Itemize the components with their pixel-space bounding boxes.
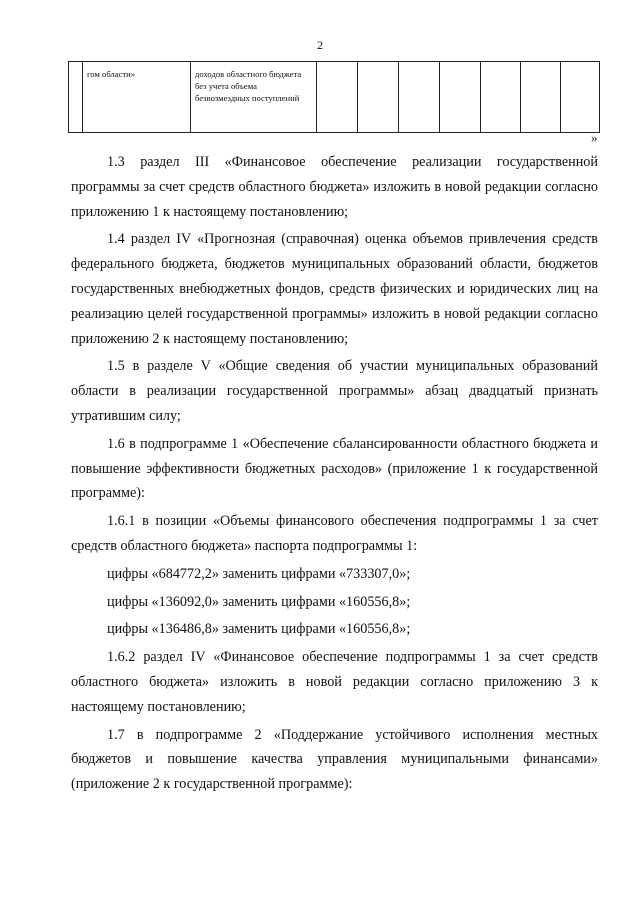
replacement-line-2: цифры «136092,0» заменить цифрами «160556,8»; xyxy=(107,593,411,610)
table-cell-indicator: доходов областного бюджета без учета объема безвозмездных поступлений xyxy=(191,62,317,133)
paragraph-1-6-2: 1.6.2 раздел IV «Финансовое обеспечение подпрограммы 1 за счет средств областного бюджета» изложить в новой редакции согласно приложению 3 к настоящему постановлению; xyxy=(71,649,598,715)
table-cell xyxy=(481,62,521,133)
table-cell xyxy=(521,62,561,133)
closing-quote-mark: » xyxy=(591,130,598,145)
table-cell xyxy=(69,62,83,133)
table-cell xyxy=(317,62,358,133)
paragraph-1-6: 1.6 в подпрограмме 1 «Обеспечение сбалансированности областного бюджета и повышение эффективности бюджетных расходов» (приложение 1 к государственной программе): xyxy=(71,435,598,502)
replacement-line-3: цифры «136486,8» заменить цифрами «160556,8»; xyxy=(107,621,411,638)
table-cell xyxy=(358,62,399,133)
table-cell xyxy=(399,62,440,133)
paragraph-1-5: 1.5 в разделе V «Общие сведения об участии муниципальных образований области в реализации государственной программы» абзац двадцатый признать утратившим силу; xyxy=(71,358,598,424)
table-row xyxy=(69,62,600,133)
replacement-line-1: цифры «684772,2» заменить цифрами «733307,0»; xyxy=(107,565,411,582)
paragraph-1-7: 1.7 в подпрограмме 2 «Поддержание устойчивого исполнения местных бюджетов и повышение качества управления муниципальными финансами» (приложение 2 к государственной программе): xyxy=(71,726,598,793)
page-number: 2 xyxy=(317,38,323,52)
table-fragment xyxy=(68,61,600,133)
document-body xyxy=(71,150,598,800)
table-cell-program-name: гом области» xyxy=(83,62,191,133)
paragraph-1-6-1: 1.6.1 в позиции «Объемы финансового обеспечения подпрограммы 1 за счет средств областного бюджета» паспорта подпрограммы 1: xyxy=(71,513,598,554)
table-cell xyxy=(561,62,600,133)
paragraph-1-4: 1.4 раздел IV «Прогнозная (справочная) оценка объемов привлечения средств федерального бюджета, бюджетов муниципальных образований области, бюджетов государственных внебюджетных фондов, средств физических и юридических лиц на реализацию целей государственной программы» изложить в новой редакции согласно приложению 2 к настоящему постановлению; xyxy=(71,231,598,347)
table-cell xyxy=(440,62,481,133)
paragraph-1-3: 1.3 раздел III «Финансовое обеспечение реализации государственной программы за счет средств областного бюджета» изложить в новой редакции согласно приложению 1 к настоящему постановлению; xyxy=(71,154,598,220)
